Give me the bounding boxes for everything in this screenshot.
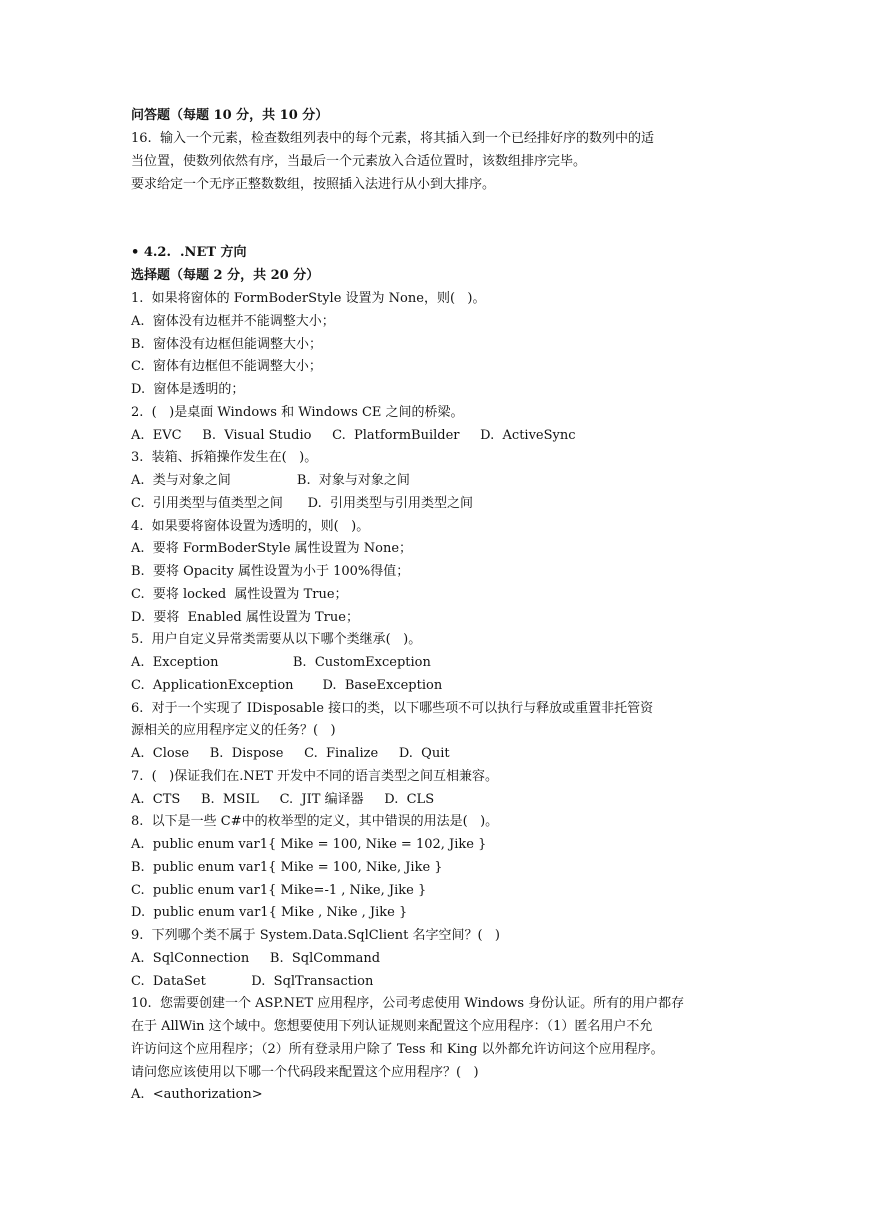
question-line: B. 要将 Opacity 属性设置为小于 100%得值； — [131, 564, 410, 579]
question-line: 9. 下列哪个类不属于 System.Data.SqlClient 名字空间？( ) — [131, 928, 500, 943]
question-line: C. public enum var1{ Mike=-1 , Nike, Jike } — [131, 882, 427, 898]
question-line: D. 窗体是透明的； — [131, 382, 245, 397]
question-line: B. 窗体没有边框但能调整大小； — [131, 336, 322, 352]
question-line: C. 要将 locked 属性设置为 True； — [131, 586, 348, 602]
question-line: A. SqlConnection B. SqlCommand — [131, 950, 381, 966]
question-line: D. public enum var1{ Mike , Nike , Jike } — [131, 905, 408, 921]
question-line: A. Exception B. CustomException — [131, 655, 431, 670]
question-line: A. public enum var1{ Mike = 100, Nike = 102, Jike } — [131, 837, 487, 852]
question-line: C. 引用类型与值类型之间 D. 引用类型与引用类型之间 — [131, 495, 474, 511]
question-line: 3. 装箱、拆箱操作发生在( )。 — [131, 450, 318, 466]
question-line: A. Close B. Dispose C. Finalize D. Quit — [131, 746, 450, 761]
question-line: A. 要将 FormBoderStyle 属性设置为 None； — [131, 541, 413, 557]
question-line: D. 要将 Enabled 属性设置为 True； — [131, 609, 359, 625]
question-line: 1. 如果将窗体的 FormBoderStyle 设置为 None，则( )。 — [131, 291, 486, 306]
question-line: 8. 以下是一些 C#中的枚举型的定义，其中错误的用法是( )。 — [131, 814, 499, 830]
question-line: A. EVC B. Visual Studio C. PlatformBuilder D. ActiveSync — [131, 427, 576, 443]
question-line: C. ApplicationException D. BaseException — [131, 677, 443, 693]
question-16-line-2: 当位置，使数列依然有序，当最后一个元素放入合适位置时，该数组排序完毕。 — [131, 154, 587, 169]
question-line: 在于 AllWin 这个域中。您想要使用下列认证规则来配置这个应用程序：（1）匿名用户不允 — [131, 1019, 653, 1034]
question-line: C. 窗体有边框但不能调整大小； — [131, 359, 322, 375]
question-16-line-3: 要求给定一个无序正整数数组，按照插入法进行从小到大排序。 — [131, 177, 496, 192]
question-line: 请问您应该使用以下哪一个代码段来配置这个应用程序？( ) — [131, 1064, 479, 1080]
net-section-title: • 4.2. .NET 方向 — [131, 245, 247, 260]
question-line: 5. 用户自定义异常类需要从以下哪个类继承( )。 — [131, 632, 422, 648]
question-line: A. 窗体没有边框并不能调整大小； — [131, 313, 335, 329]
question-line: C. DataSet D. SqlTransaction — [131, 973, 374, 989]
question-line: 4. 如果要将窗体设置为透明的，则( )。 — [131, 518, 370, 534]
question-line: 6. 对于一个实现了 IDisposable 接口的类，以下哪些项不可以执行与释放或重置非托管资 — [131, 700, 654, 716]
question-line: 许访问这个应用程序；（2）所有登录用户除了 Tess 和 King 以外都允许访问这个应用程序。 — [131, 1041, 664, 1057]
question-line: 源相关的应用程序定义的任务？( ) — [131, 723, 336, 739]
question-line: A. <authorization> — [131, 1087, 263, 1103]
question-line: 2. ( )是桌面 Windows 和 Windows CE 之间的桥梁。 — [131, 404, 464, 420]
qa-section-heading: 问答题（每题 10 分，共 10 分） — [131, 108, 329, 123]
question-line: A. 类与对象之间 B. 对象与对象之间 — [131, 473, 410, 488]
question-16-line-1: 16. 输入一个元素，检查数组列表中的每个元素，将其插入到一个已经排好序的数列中的适 — [131, 131, 654, 146]
choice-section-heading: 选择题（每题 2 分，共 20 分） — [131, 268, 320, 283]
question-line: 10. 您需要创建一个 ASP.NET 应用程序，公司考虑使用 Windows 身份认证。所有的用户都存 — [131, 996, 685, 1012]
question-line: B. public enum var1{ Mike = 100, Nike, Jike } — [131, 859, 443, 875]
question-line: A. CTS B. MSIL C. JIT 编译器 D. CLS — [131, 791, 435, 807]
question-line: 7. ( )保证我们在.NET 开发中不同的语言类型之间互相兼容。 — [131, 768, 499, 784]
